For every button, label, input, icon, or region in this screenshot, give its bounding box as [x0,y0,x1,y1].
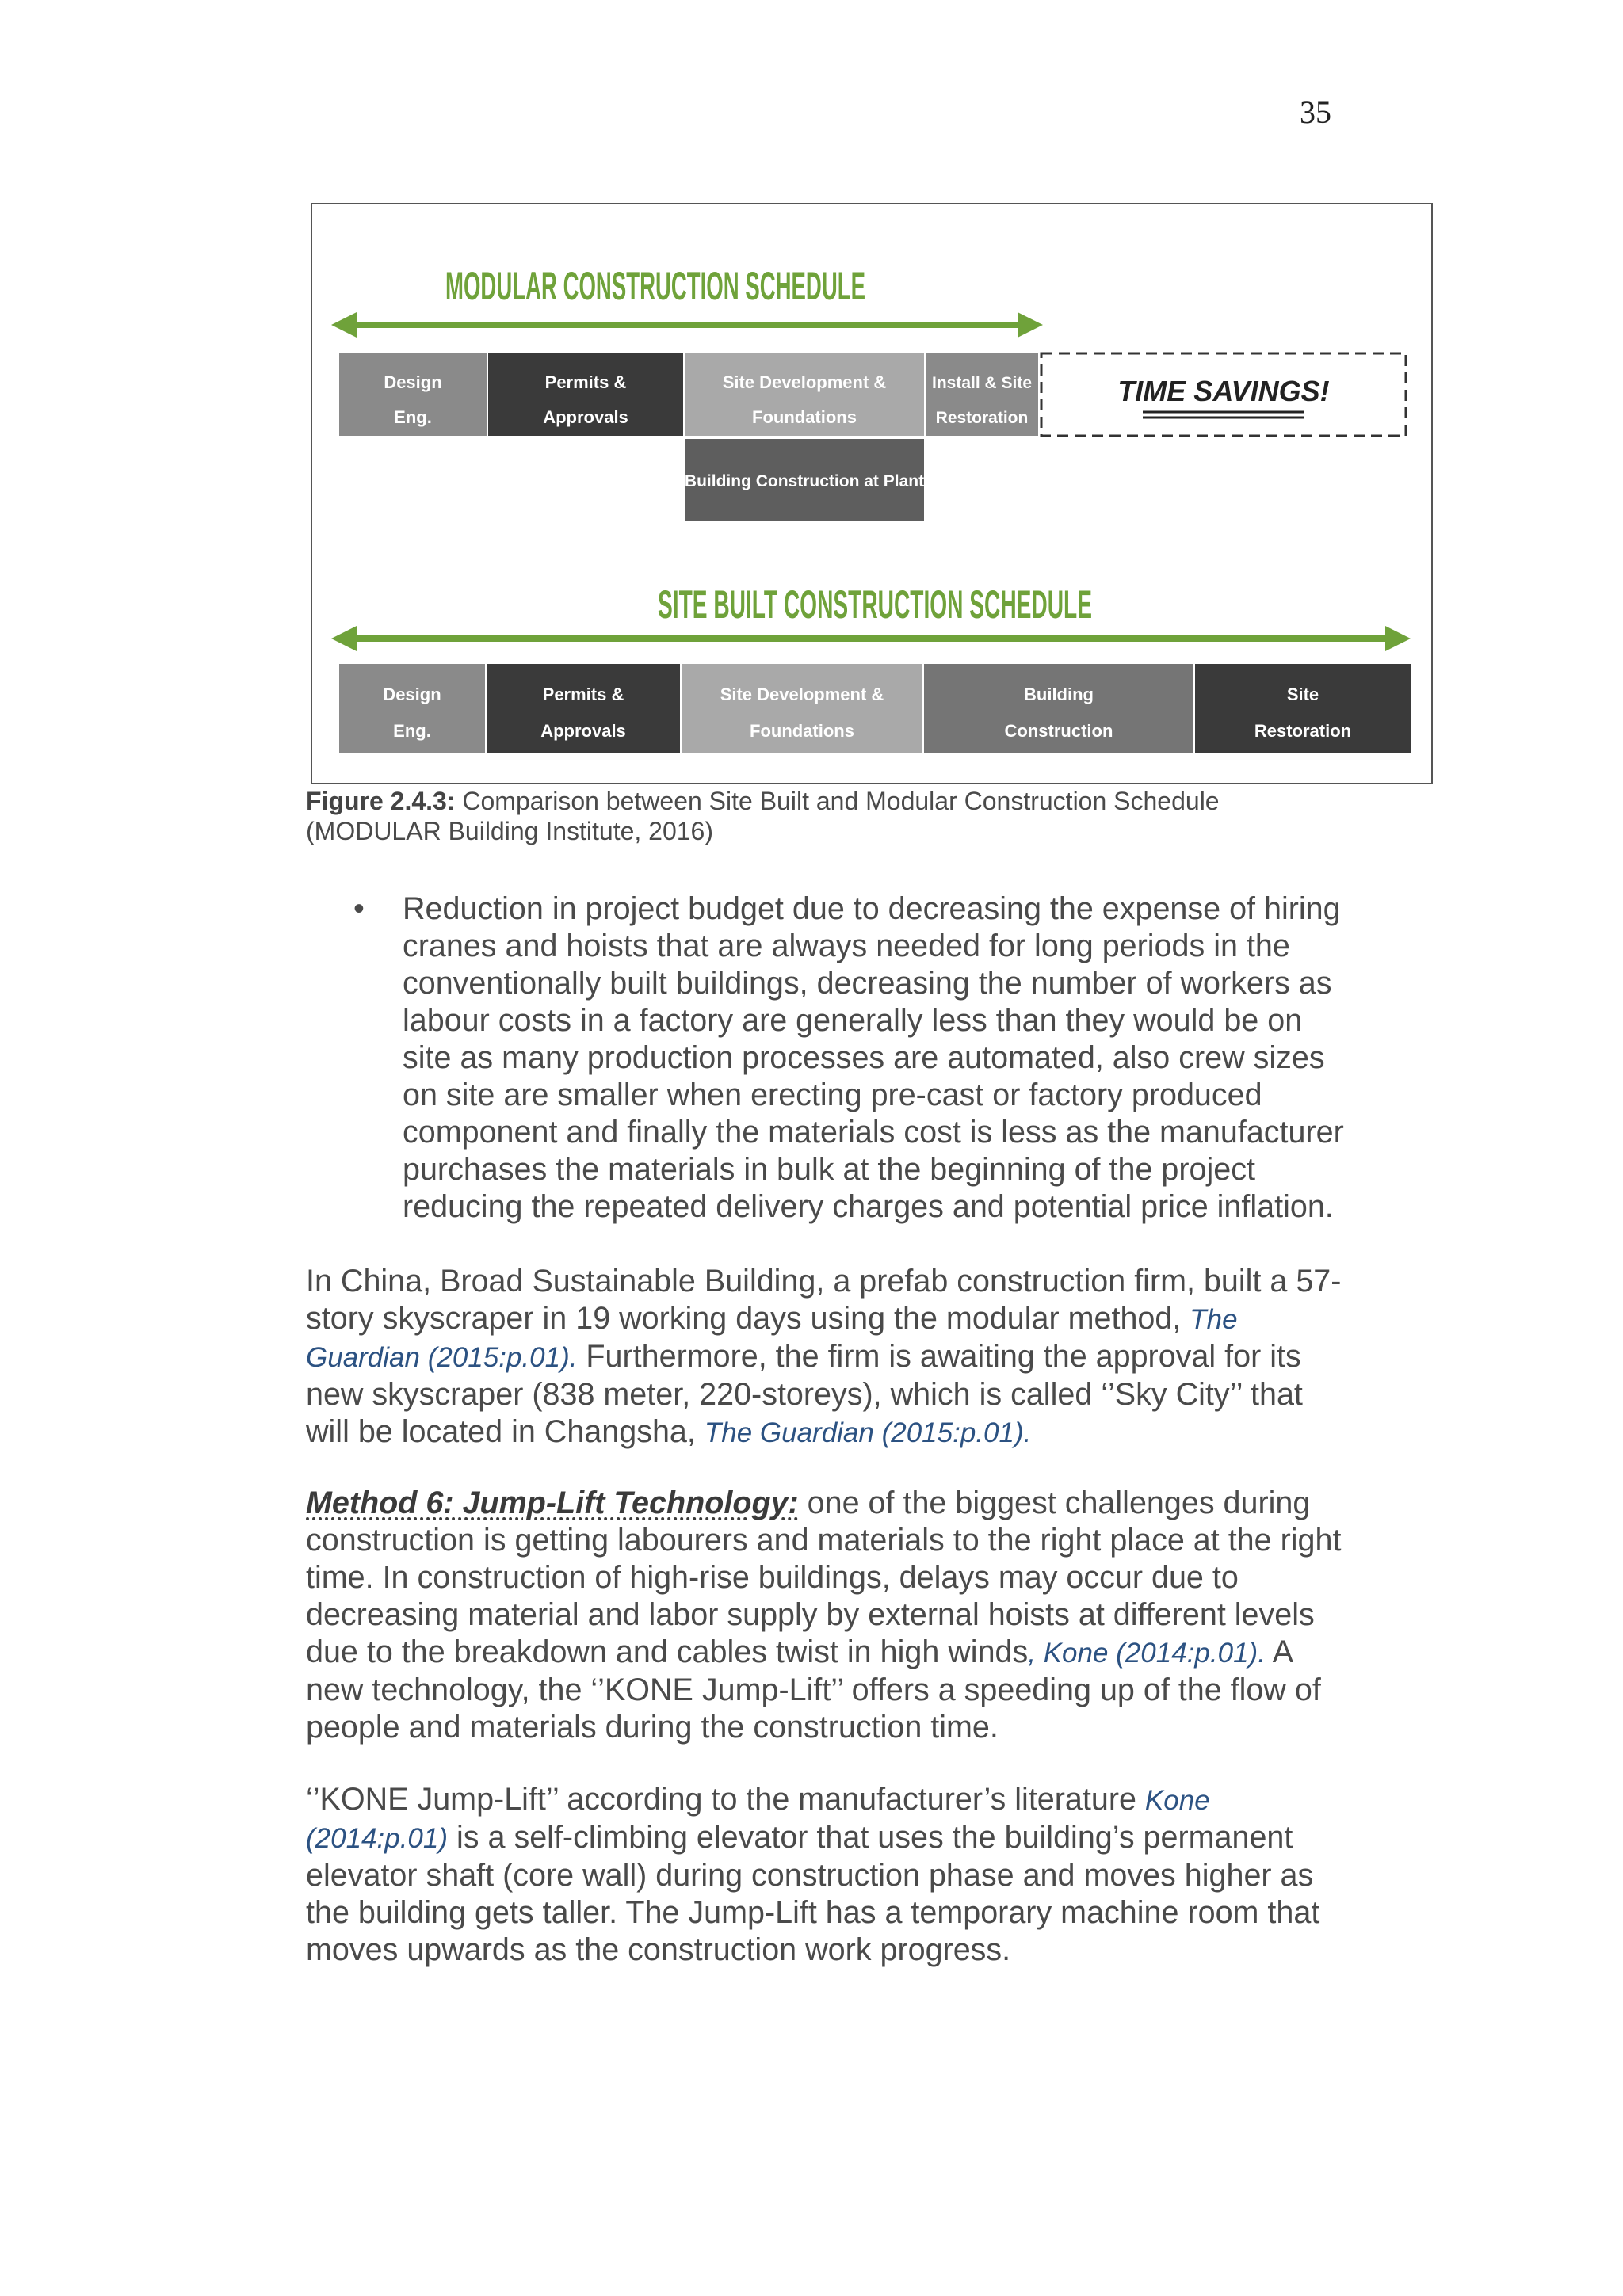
bullet-text [403,891,1385,1226]
para1-line: story skyscraper in 19 working days using the modular method, [306,1301,1190,1336]
bullet-line: Reduction in project budget due to decreasing the expense of hiring [403,891,1341,926]
para3-line: elevator shaft (core wall) during construction phase and moves higher as [306,1858,1314,1893]
modular-block-permits-line1: Permits & [544,372,627,392]
para3-line: the building gets taller. The Jump-Lift has a temporary machine room that [306,1895,1320,1930]
site-block-building-line2: Construction [1004,721,1113,741]
bullet-line: labour costs in a factory are generally less than they would be on [403,1003,1303,1038]
site-block-site-development-line2: Foundations [750,721,854,741]
site-block-restoration-line1: Site [1286,685,1319,704]
para1-line: will be located in Changsha, [306,1414,705,1449]
bullet-line: site as many production processes are automated, also crew sizes [403,1040,1325,1075]
site-block-restoration [1195,664,1411,753]
modular-block-design-line1: Design [384,372,442,392]
para3-line: moves upwards as the construction work progress. [306,1932,1011,1967]
site-block-design-line2: Eng. [393,721,431,741]
citation-kone: (2014:p.01) [306,1823,449,1854]
citation-kone: , Kone (2014:p.01). [1028,1638,1266,1669]
figure-caption [306,786,1336,846]
site-block-building [924,664,1193,753]
site-block-permits-line1: Permits & [542,685,624,704]
para2-line: one of the biggest challenges during [798,1486,1311,1520]
site-block-permits [487,664,680,753]
site-block-permits-line2: Approvals [540,721,626,741]
caption-line1: Comparison between Site Built and Modular Construction Schedule [462,787,1220,815]
modular-block-install [926,353,1038,436]
para1-line: In China, Broad Sustainable Building, a prefab construction firm, built a 57- [306,1264,1342,1299]
citation-guardian: Guardian (2015:p.01). [306,1342,578,1373]
modular-block-install-line2: Restoration [935,409,1029,427]
citation-guardian: The Guardian (2015:p.01). [704,1417,1032,1448]
bullet-line: cranes and hoists that are always needed for long periods in the [403,929,1290,963]
schedule-diagram [312,204,1431,783]
para2-line: people and materials during the construction time. [306,1710,999,1745]
site-arrow [331,626,1411,651]
para1-line: new skyscraper (838 meter, 220-storeys), which is called ‘’Sky City’’ that [306,1377,1303,1412]
method-heading: Method 6: Jump-Lift Technology: [306,1486,799,1520]
caption-line2: (MODULAR Building Institute, 2016) [306,817,713,845]
bullet-line: conventionally built buildings, decreasing the number of workers as [403,966,1332,1001]
site-block-design-line1: Design [383,685,441,704]
citation-kone: Kone [1144,1785,1210,1816]
time-savings-label: TIME SAVINGS! [1117,375,1330,407]
paragraph-kone-jump-lift [306,1781,1384,1969]
para2-line: time. In construction of high-rise buildings, delays may occur due to [306,1560,1239,1595]
modular-block-design [339,353,487,436]
schedule-figure [311,203,1433,784]
para2-line: due to the breakdown and cables twist in high winds [306,1634,1029,1669]
para2-line: A [1265,1634,1294,1669]
modular-block-permits [488,353,683,436]
site-block-restoration-line2: Restoration [1254,721,1352,741]
modular-block-site-development-line2: Foundations [752,407,857,427]
bullet-line: component and finally the materials cost is less as the manufacturer [403,1115,1344,1150]
modular-block-site-development-line1: Site Development & [722,372,887,392]
page-number: 35 [1300,94,1331,130]
bullet-line: on site are smaller when erecting pre-cast or factory produced [403,1077,1262,1112]
para2-line: construction is getting labourers and materials to the right place at the right [306,1523,1342,1558]
modular-block-design-line2: Eng. [394,407,432,427]
paragraph-china [306,1263,1384,1451]
modular-block-plant [685,439,924,521]
modular-block-install-line1: Install & Site [931,374,1033,392]
bullet-line: reducing the repeated delivery charges and potential price inflation. [403,1189,1334,1224]
citation-guardian: The [1190,1304,1238,1335]
site-schedule-title: SITE BUILT CONSTRUCTION SCHEDULE [658,582,1092,627]
modular-block-permits-line2: Approvals [543,407,628,427]
bullet-marker: • [353,891,365,926]
modular-block-plant-label: Building Construction at Plant [684,472,925,490]
para3-line: ‘’KONE Jump-Lift’’ according to the manufacturer’s literature [306,1782,1145,1817]
time-savings-box [1041,353,1406,436]
modular-block-site-development [685,353,924,436]
site-block-design [339,664,485,753]
bullet-line: purchases the materials in bulk at the beginning of the project [403,1152,1255,1187]
site-block-site-development-line1: Site Development & [720,685,884,704]
site-block-building-line1: Building [1024,685,1094,704]
caption-label: Figure 2.4.3: [306,787,456,815]
paragraph-method-6 [306,1485,1384,1746]
para3-line: is a self-climbing elevator that uses the building’s permanent [448,1820,1293,1855]
para2-line: new technology, the ‘’KONE Jump-Lift’’ offers a speeding up of the flow of [306,1672,1321,1707]
modular-schedule-title: MODULAR CONSTRUCTION SCHEDULE [445,264,865,308]
para2-line: decreasing material and labor supply by external hoists at different levels [306,1597,1315,1632]
modular-arrow [331,312,1043,338]
para1-line: Furthermore, the firm is awaiting the approval for its [577,1339,1301,1374]
site-block-site-development [682,664,922,753]
